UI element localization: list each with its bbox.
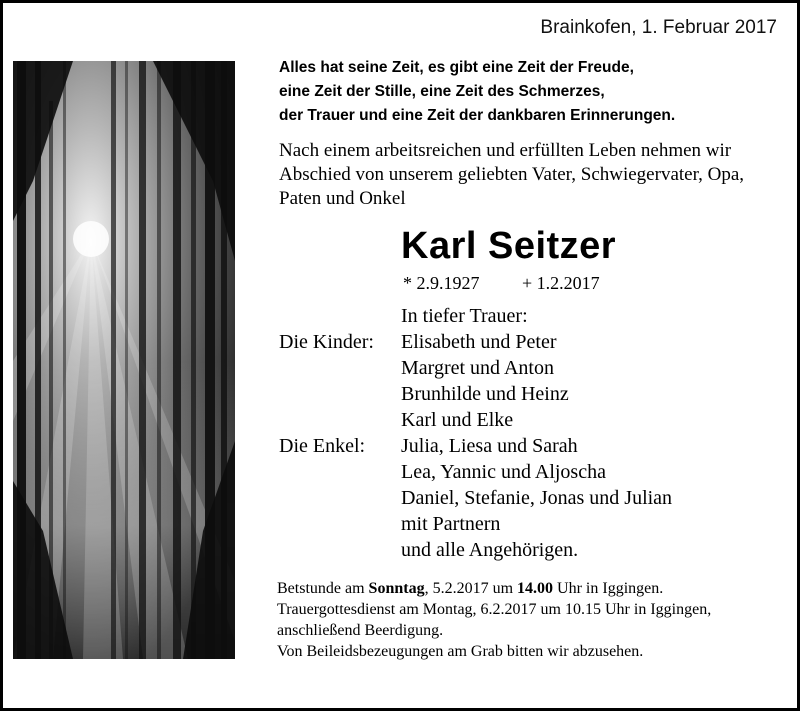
- prayer-day: Sonntag: [368, 580, 425, 597]
- intro-line: Abschied von unserem geliebten Vater, Schwiegervater, Opa,: [279, 164, 745, 185]
- mourners-list: [279, 303, 672, 563]
- intro-line: Paten und Onkel: [279, 188, 406, 209]
- mourner-entry: Daniel, Stefanie, Jonas und Julian: [401, 487, 673, 509]
- children-label: Die Kinder:: [279, 331, 374, 353]
- intro-text: [279, 139, 789, 211]
- motto-line: eine Zeit der Stille, eine Zeit des Schmerzes,: [279, 83, 605, 100]
- motto-verse: [279, 56, 675, 128]
- burial-line: anschließend Beerdigung.: [277, 622, 444, 639]
- service-info: [277, 578, 711, 662]
- forest-sunbeams-image: [13, 61, 235, 659]
- mourner-entry: Brunhilde und Heinz: [401, 383, 569, 405]
- mourner-entry: Julia, Liesa und Sarah: [401, 435, 578, 457]
- intro-line: Nach einem arbeitsreichen und erfüllten Leben nehmen wir: [279, 140, 732, 161]
- mourner-entry: Karl und Elke: [401, 409, 514, 431]
- grandchildren-label: Die Enkel:: [279, 435, 366, 457]
- forest-photo: [13, 61, 235, 659]
- mourner-entry: Lea, Yannic und Aljoscha: [401, 461, 606, 483]
- mourning-closing: und alle Angehörigen.: [401, 539, 579, 561]
- text-span: Betstunde am: [277, 580, 369, 597]
- deceased-name: Karl Seitzer: [401, 225, 617, 267]
- mourner-entry: mit Partnern: [401, 513, 501, 535]
- birth-date: * 2.9.1927: [403, 273, 480, 293]
- mourner-entry: Margret und Anton: [401, 357, 554, 379]
- text-span: Uhr in Iggingen.: [553, 580, 664, 597]
- motto-line: der Trauer und eine Zeit der dankbaren Erinnerungen.: [279, 107, 676, 124]
- prayer-time: 14.00: [517, 580, 554, 597]
- motto-line: Alles hat seine Zeit, es gibt eine Zeit der Freude,: [279, 59, 634, 76]
- condolence-note: Von Beileidsbezeugungen am Grab bitten wir abzusehen.: [277, 643, 644, 660]
- death-date: + 1.2.2017: [522, 273, 600, 293]
- prayer-hour-line: [277, 578, 711, 599]
- mourning-intro: In tiefer Trauer:: [401, 305, 528, 327]
- life-dates: [403, 273, 600, 294]
- mourner-entry: Elisabeth und Peter: [401, 331, 557, 353]
- place-date: Brainkofen, 1. Februar 2017: [540, 17, 777, 38]
- text-span: , 5.2.2017 um: [424, 580, 518, 597]
- funeral-service-line: Trauergottesdienst am Montag, 6.2.2017 um 10.15 Uhr in Iggingen,: [277, 601, 712, 618]
